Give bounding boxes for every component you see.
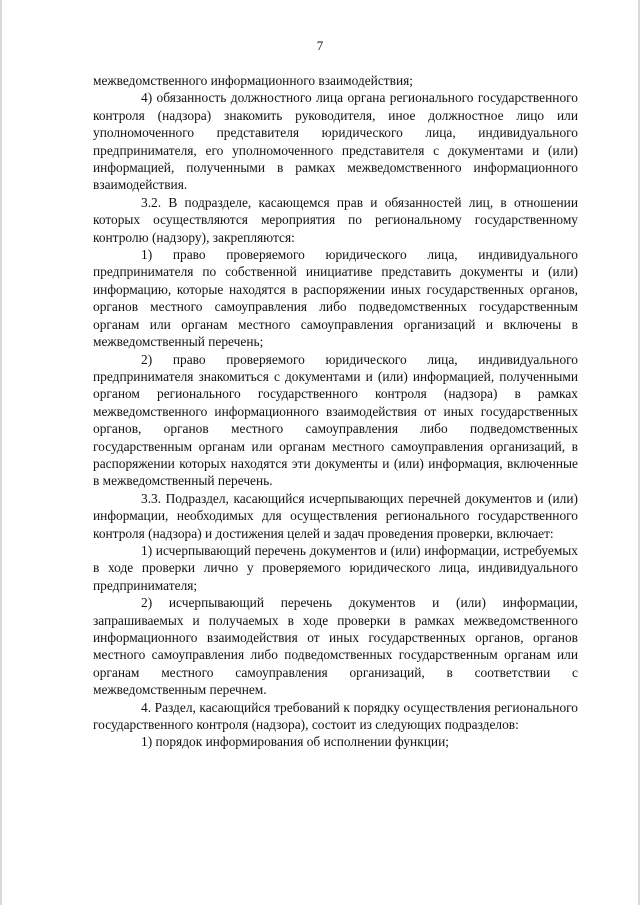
paragraph-continuation: межведомственного информационного взаимодействия; (93, 73, 413, 88)
document-body (93, 72, 578, 751)
page-number: 7 (316, 38, 324, 53)
paragraph-item-4: 4) обязанность должностного лица органа регионального государственного контроля (надзора) знакомить руководителя, иное должностное лицо или уполномоченного представителя юридического лица, индивидуального предпринимателя, его уполномоченного представителя с документами и (или) информацией, полученными в рамках межведомственного информационного взаимодействия. (93, 90, 578, 193)
paragraph-3-3-item-2: 2) исчерпывающий перечень документов и (или) информации, запрашиваемых и получаемых в ходе проверки в рамках межведомственного информационного взаимодействия от иных государственных органов, органов местного самоуправления либо подведомственных государственным органам или органам местного самоуправления организаций, в соответствии с межведомственным перечнем. (93, 595, 578, 698)
paragraph-3-3-item-1: 1) исчерпывающий перечень документов и (или) информации, истребуемых в ходе проверки лично у проверяемого юридического лица, индивидуального предпринимателя; (93, 542, 578, 593)
paragraph-3-2-item-1: 1) право проверяемого юридического лица, индивидуального предпринимателя по собственной инициативе представить документы и (или) информацию, которые находятся в распоряжении иных государственных органов, органов местного самоуправления либо подведомственных государственным органам или органам местного самоуправления организаций и включены в межведомственный перечень; (93, 247, 578, 350)
paragraph-3-2: 3.2. В подразделе, касающемся прав и обязанностей лиц, в отношении которых осуществляются мероприятия по региональному государственному контролю (надзору), закрепляются: (93, 194, 578, 245)
paragraph-3-2-item-2: 2) право проверяемого юридического лица, индивидуального предпринимателя знакомиться с документами и (или) информацией, полученными органом регионального государственного контроля (надзора) в рамках межведомственного информационного взаимодействия от иных государственных органов, органов местного самоуправления либо подведомственных государственным органам или органам местного самоуправления организаций, в распоряжении которых находятся эти документы и (или) информация, включенные в межведомственный перечень. (93, 351, 578, 489)
paragraph-section-4-item-1: 1) порядок информирования об исполнении функции; (141, 734, 449, 750)
paragraph-3-3: 3.3. Подраздел, касающийся исчерпывающих перечней документов и (или) информации, необходимых для осуществления регионального государственного контроля (надзора) и достижения целей и задач проведения проверки, включает: (93, 490, 578, 541)
paragraph-section-4: 4. Раздел, касающийся требований к порядку осуществления регионального государственного контроля (надзора), состоит из следующих подразделов: (93, 699, 578, 733)
page-left-edge (0, 0, 2, 905)
